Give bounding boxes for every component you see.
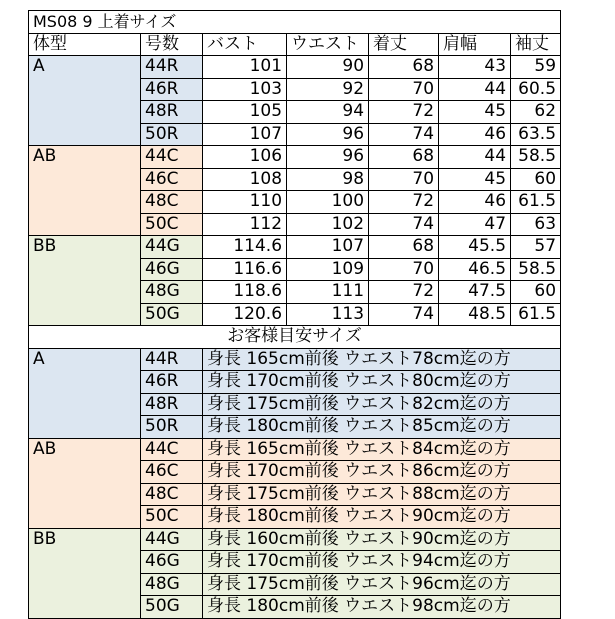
length-cell: 72 — [369, 281, 439, 304]
guide-description-cell: 身長 175cm前後 ウエスト96cm迄の方 — [203, 573, 561, 596]
body-type-cell: A — [29, 56, 141, 146]
length-cell: 72 — [369, 191, 439, 214]
sleeve-cell: 59 — [511, 56, 561, 79]
waist-cell: 96 — [287, 146, 369, 169]
guide-row — [29, 438, 561, 461]
sleeve-cell: 61.5 — [511, 303, 561, 326]
body-type-cell: BB — [29, 236, 141, 326]
shoulder-cell: 44 — [439, 146, 511, 169]
length-cell: 70 — [369, 258, 439, 281]
length-cell: 70 — [369, 78, 439, 101]
bust-cell: 114.6 — [203, 236, 287, 259]
size-cell: 48C — [141, 191, 203, 214]
header-bust: バスト — [203, 33, 287, 56]
shoulder-cell: 45 — [439, 168, 511, 191]
sleeve-cell: 60 — [511, 168, 561, 191]
header-length: 着丈 — [369, 33, 439, 56]
guide-description-cell: 身長 160cm前後 ウエスト90cm迄の方 — [203, 528, 561, 551]
guide-size-cell: 46R — [141, 371, 203, 394]
waist-cell: 94 — [287, 101, 369, 124]
guide-description-cell: 身長 175cm前後 ウエスト88cm迄の方 — [203, 483, 561, 506]
guide-title: お客様目安サイズ — [29, 326, 561, 349]
bust-cell: 110 — [203, 191, 287, 214]
guide-body-type-cell: BB — [29, 528, 141, 618]
guide-size-cell: 46G — [141, 551, 203, 574]
guide-row — [29, 528, 561, 551]
guide-description-cell: 身長 180cm前後 ウエスト85cm迄の方 — [203, 416, 561, 439]
guide-description-cell: 身長 175cm前後 ウエスト82cm迄の方 — [203, 393, 561, 416]
length-cell: 74 — [369, 213, 439, 236]
size-cell: 48R — [141, 101, 203, 124]
waist-cell: 96 — [287, 123, 369, 146]
size-cell: 44C — [141, 146, 203, 169]
guide-description-cell: 身長 165cm前後 ウエスト84cm迄の方 — [203, 438, 561, 461]
waist-cell: 107 — [287, 236, 369, 259]
bust-cell: 116.6 — [203, 258, 287, 281]
length-cell: 74 — [369, 123, 439, 146]
title-row — [29, 11, 561, 34]
guide-size-cell: 48C — [141, 483, 203, 506]
sleeve-cell: 60.5 — [511, 78, 561, 101]
bust-cell: 105 — [203, 101, 287, 124]
shoulder-cell: 45 — [439, 101, 511, 124]
size-cell: 46R — [141, 78, 203, 101]
sleeve-cell: 58.5 — [511, 258, 561, 281]
guide-size-cell: 48R — [141, 393, 203, 416]
waist-cell: 113 — [287, 303, 369, 326]
bust-cell: 106 — [203, 146, 287, 169]
guide-size-cell: 44R — [141, 348, 203, 371]
guide-size-cell: 46C — [141, 461, 203, 484]
waist-cell: 98 — [287, 168, 369, 191]
size-cell: 50R — [141, 123, 203, 146]
header-shoulder: 肩幅 — [439, 33, 511, 56]
header-waist: ウエスト — [287, 33, 369, 56]
guide-size-cell: 50R — [141, 416, 203, 439]
size-cell: 46C — [141, 168, 203, 191]
size-cell: 48G — [141, 281, 203, 304]
guide-size-cell: 44C — [141, 438, 203, 461]
guide-description-cell: 身長 180cm前後 ウエスト90cm迄の方 — [203, 506, 561, 529]
guide-size-cell: 50C — [141, 506, 203, 529]
guide-description-cell: 身長 165cm前後 ウエスト78cm迄の方 — [203, 348, 561, 371]
shoulder-cell: 44 — [439, 78, 511, 101]
length-cell: 70 — [369, 168, 439, 191]
header-row — [29, 33, 561, 56]
waist-cell: 90 — [287, 56, 369, 79]
shoulder-cell: 46 — [439, 123, 511, 146]
bust-cell: 108 — [203, 168, 287, 191]
bust-cell: 118.6 — [203, 281, 287, 304]
waist-cell: 92 — [287, 78, 369, 101]
shoulder-cell: 48.5 — [439, 303, 511, 326]
sleeve-cell: 58.5 — [511, 146, 561, 169]
sleeve-cell: 60 — [511, 281, 561, 304]
sleeve-cell: 62 — [511, 101, 561, 124]
size-cell: 44G — [141, 236, 203, 259]
guide-title-row — [29, 326, 561, 349]
bust-cell: 103 — [203, 78, 287, 101]
waist-cell: 111 — [287, 281, 369, 304]
size-chart-sheet — [28, 10, 560, 619]
size-table-body — [29, 11, 561, 326]
guide-row — [29, 348, 561, 371]
guide-size-cell: 50G — [141, 596, 203, 619]
guide-size-cell: 48G — [141, 573, 203, 596]
shoulder-cell: 45.5 — [439, 236, 511, 259]
guide-description-cell: 身長 180cm前後 ウエスト98cm迄の方 — [203, 596, 561, 619]
guide-body-type-cell: A — [29, 348, 141, 438]
size-table — [28, 10, 561, 619]
bust-cell: 120.6 — [203, 303, 287, 326]
shoulder-cell: 47.5 — [439, 281, 511, 304]
bust-cell: 112 — [203, 213, 287, 236]
table-title: MS08 9 上着サイズ — [29, 11, 287, 34]
sleeve-cell: 63 — [511, 213, 561, 236]
header-sleeve: 袖丈 — [511, 33, 561, 56]
size-cell: 50G — [141, 303, 203, 326]
sleeve-cell: 57 — [511, 236, 561, 259]
guide-table-body — [29, 326, 561, 619]
sleeve-cell: 63.5 — [511, 123, 561, 146]
guide-description-cell: 身長 170cm前後 ウエスト86cm迄の方 — [203, 461, 561, 484]
length-cell: 72 — [369, 101, 439, 124]
size-cell: 50C — [141, 213, 203, 236]
size-cell: 46G — [141, 258, 203, 281]
sleeve-cell: 61.5 — [511, 191, 561, 214]
guide-size-cell: 44G — [141, 528, 203, 551]
shoulder-cell: 43 — [439, 56, 511, 79]
guide-body-type-cell: AB — [29, 438, 141, 528]
length-cell: 68 — [369, 146, 439, 169]
shoulder-cell: 47 — [439, 213, 511, 236]
shoulder-cell: 46.5 — [439, 258, 511, 281]
title-spacer — [287, 11, 561, 34]
header-size: 号数 — [141, 33, 203, 56]
body-type-cell: AB — [29, 146, 141, 236]
length-cell: 74 — [369, 303, 439, 326]
bust-cell: 107 — [203, 123, 287, 146]
header-body-type: 体型 — [29, 33, 141, 56]
size-cell: 44R — [141, 56, 203, 79]
waist-cell: 102 — [287, 213, 369, 236]
table-row — [29, 56, 561, 79]
bust-cell: 101 — [203, 56, 287, 79]
guide-description-cell: 身長 170cm前後 ウエスト80cm迄の方 — [203, 371, 561, 394]
length-cell: 68 — [369, 236, 439, 259]
table-row — [29, 236, 561, 259]
guide-description-cell: 身長 170cm前後 ウエスト94cm迄の方 — [203, 551, 561, 574]
shoulder-cell: 46 — [439, 191, 511, 214]
waist-cell: 109 — [287, 258, 369, 281]
waist-cell: 100 — [287, 191, 369, 214]
length-cell: 68 — [369, 56, 439, 79]
table-row — [29, 146, 561, 169]
